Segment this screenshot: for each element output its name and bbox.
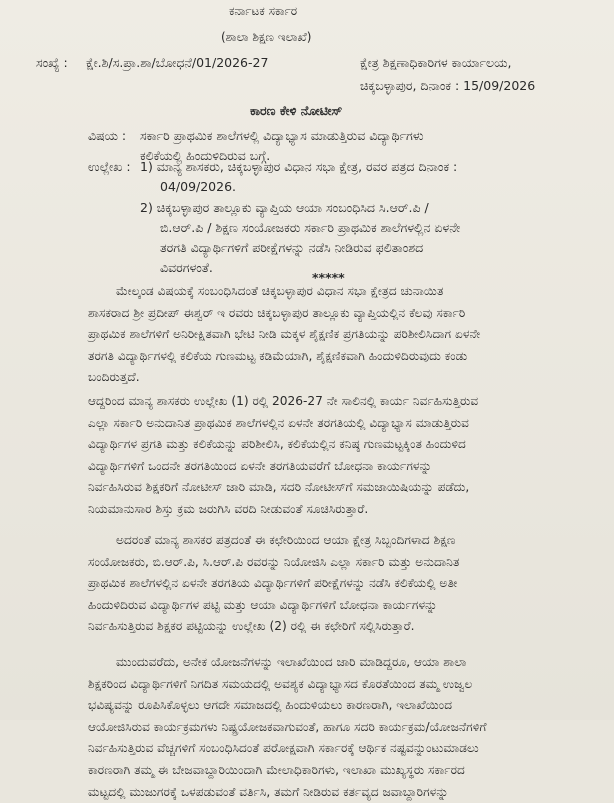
paragraph-4 — [88, 652, 588, 799]
reference-2-line-1: 2) ಚಿಕ್ಕಬಳ್ಳಾಪುರ ತಾಲ್ಲೂಕು ವ್ಯಾಪ್ತಿಯ ಆಯಾ ಸಂಬಂಧಿಸಿದ ಸಿ.ಆರ್.ಪಿ / — [140, 200, 429, 215]
subject-label: ವಿಷಯ : — [88, 128, 127, 143]
paragraph-line: ಶಿಕ್ಷಕರಿಂದ ವಿದ್ಯಾರ್ಥಿಗಳಿಗೆ ನಿಗದಿತ ಸಮಯದಲ್ಲಿ ಅವಶ್ಯಕ ವಿದ್ಯಾಭ್ಯಾಸದ ಕೊರತೆಯಿಂದ ತಮ್ಮ ಉಜ್ವಲ — [88, 676, 473, 691]
paragraph-line: ಶಾಸಕರಾದ ಶ್ರೀ ಪ್ರದೀಪ್ ಈಶ್ವರ್ ಇ ರವರು ಚಿಕ್ಕಬಳ್ಳಾಪುರ ತಾಲ್ಲೂಕು ವ್ಯಾಪ್ತಿಯಲ್ಲಿನ ಕೆಲವು ಸರ್ಕಾರಿ — [88, 305, 466, 320]
paragraph-line: ಮಟ್ಟದಲ್ಲಿ ಮುಜುಗರಕ್ಕೆ ಒಳಪಡುವಂತೆ ವರ್ತಿಸಿ, ತಮಗೆ ನೀಡಿರುವ ಕರ್ತವ್ಯದ ಜವಾಬ್ದಾರಿಗಳನ್ನು — [88, 784, 449, 799]
department-heading: (ಶಾಲಾ ಶಿಕ್ಷಣ ಇಲಾಖೆ) — [221, 30, 312, 44]
paragraph-line: ಮುಂದುವರೆದು, ಅನೇಕ ಯೋಜನೆಗಳನ್ನು ಇಲಾಖೆಯಿಂದ ಜಾರಿ ಮಾಡಿದ್ದರೂ, ಆಯಾ ಶಾಲಾ — [116, 655, 467, 669]
paragraph-line: ನಿರ್ವಹಿಸಿರುವ ಶಿಕ್ಷಕರಿಗೆ ನೋಟೀಸ್ ಜಾರಿ ಮಾಡಿ, ಸದರಿ ನೋಟೀಸ್‌ಗೆ ಸಮಜಾಯಿಷಿಯನ್ನು ಪಡೆದು, — [88, 480, 470, 495]
paragraph-line: ನಿಯಮಾನುಸಾರ ಶಿಸ್ತು ಕ್ರಮ ಜರುಗಿಸಿ ವರದಿ ನೀಡುವಂತೆ ಸೂಚಿಸಿರುತ್ತಾರೆ. — [88, 501, 369, 516]
reference-number: ಕ್ಷೇ.ಶಿ/ಸ.ಪ್ರಾ.ಶಾ/ಬೋಧನೆ/01/2026-27 — [86, 55, 269, 70]
paragraph-line: ಕಾರಣರಾಗಿ ತಮ್ಮ ಈ ಬೇಜವಾಬ್ದಾರಿಯಿಂದಾಗಿ ಮೇಲಾಧಿಕಾರಿಗಳು, ಇಲಾಖಾ ಮುಖ್ಯಸ್ಥರು ಸರ್ಕಾರದ — [88, 762, 465, 777]
reference-label: ಸಂಖ್ಯೆ : — [36, 55, 68, 70]
separator-stars: ***** — [312, 270, 345, 285]
paragraph-3 — [88, 530, 588, 638]
paragraph-line: ತರಗತಿ ವಿದ್ಯಾರ್ಥಿಗಳಲ್ಲಿ ಕಲಿಕೆಯ ಗುಣಮಟ್ಟ ಕಡಿಮೆಯಾಗಿ, ಶೈಕ್ಷಣಿಕವಾಗಿ ಹಿಂದುಳಿದಿರುವುದು ಕಂಡು — [88, 348, 468, 363]
paragraph-line: ಮೇಲ್ಕಂಡ ವಿಷಯಕ್ಕೆ ಸಂಬಂಧಿಸಿದಂತೆ ಚಿಕ್ಕಬಳ್ಳಾಪುರ ವಿಧಾನ ಸಭಾ ಕ್ಷೇತ್ರದ ಚುನಾಯಿತ — [116, 284, 444, 298]
paragraph-line: ಸಂಯೋಜಕರು, ಬಿ.ಆರ್.ಪಿ, ಸಿ.ಆರ್.ಪಿ ರವರನ್ನು ನಿಯೋಜಿಸಿ ಎಲ್ಲಾ ಸರ್ಕಾರಿ ಮತ್ತು ಅನುದಾನಿತ — [88, 554, 460, 569]
paragraph-1 — [88, 281, 588, 389]
reference-2-line-4: ವಿವರಗಳಂತೆ. — [160, 260, 213, 275]
paragraph-line: ಅದರಂತೆ ಮಾನ್ಯ ಶಾಸಕರ ಪತ್ರದಂತೆ ಈ ಕಛೇರಿಯಿಂದ ಆಯಾ ಕ್ಷೇತ್ರ ಸಿಬ್ಬಂದಿಗಳಾದ ಶಿಕ್ಷಣ — [116, 533, 456, 547]
notice-title: ಕಾರಣ ಕೇಳಿ ನೋಟೀಸ್ — [250, 103, 343, 118]
office-name: ಕ್ಷೇತ್ರ ಶಿಕ್ಷಣಾಧಿಕಾರಿಗಳ ಕಾರ್ಯಾಲಯ, — [360, 55, 512, 70]
paragraph-line: ಆಯೋಜಿಸಿರುವ ಕಾರ್ಯಕ್ರಮಗಳು ನಿಷ್ಪ್ರಯೋಜಕವಾಗುವಂತೆ, ಹಾಗೂ ಸದರಿ ಕಾರ್ಯಕ್ರಮ/ಯೋಜನೆಗಳಿಗೆ — [88, 719, 487, 734]
paragraph-line: ಪ್ರಾಥಮಿಕ ಶಾಲೆಗಳಿಗೆ ಅನಿರೀಕ್ಷಿತವಾಗಿ ಭೇಟಿ ನೀಡಿ ಮಕ್ಕಳ ಶೈಕ್ಷಣಿಕ ಪ್ರಗತಿಯನ್ನು ಪರಿಶೀಲಿಸಿದಾಗ ಏಳನೇ — [88, 327, 481, 342]
paragraph-line: ಆದ್ದರಿಂದ ಮಾನ್ಯ ಶಾಸಕರು ಉಲ್ಲೇಖ (1) ರಲ್ಲಿ 2026-27 ನೇ ಸಾಲಿನಲ್ಲಿ ಕಾರ್ಯ ನಿರ್ವಹಿಸುತ್ತಿರುವ — [88, 394, 479, 408]
subject-line-2: ಕಲಿಕೆಯಲ್ಲಿ ಹಿಂದುಳಿದಿರುವ ಬಗ್ಗೆ. — [140, 148, 271, 163]
paragraph-line: ನಿರ್ವಹಿಸುತ್ತಿರುವ ವೆಚ್ಚಗಳಿಗೆ ಸಂಬಂಧಿಸಿದಂತೆ ಪರೋಕ್ಷವಾಗಿ ಸರ್ಕಾರಕ್ಕೆ ಆರ್ಥಿಕ ನಷ್ಟವನ್ನುಂಟುಮಾಡಲು — [88, 741, 479, 756]
paragraph-2 — [88, 391, 588, 521]
paragraph-line: ವಿದ್ಯಾರ್ಥಿಗಳ ಪ್ರಗತಿ ಮತ್ತು ಕಲಿಕೆಯನ್ನು ಪರಿಶೀಲಿಸಿ, ಕಲಿಕೆಯಲ್ಲಿನ ಕನಿಷ್ಠ ಗುಣಮಟ್ಟಕ್ಕಿಂತ ಹಿಂದುಳಿದ — [88, 437, 466, 452]
references-label: ಉಲ್ಲೇಖ : — [88, 159, 131, 174]
paragraph-line: ಭವಿಷ್ಯವನ್ನು ರೂಪಿಸಿಕೊಳ್ಳಲು ಆಗದೇ ಸಮಾಜದಲ್ಲಿ ಹಿಂದುಳಿಯಲು ಕಾರಣರಾಗಿ, ಇಲಾಖೆಯಿಂದ — [88, 698, 453, 713]
paragraph-line: ಪ್ರಾಥಮಿಕ ಶಾಲೆಗಳಲ್ಲಿನ ಏಳನೇ ತರಗತಿಯ ವಿದ್ಯಾರ್ಥಿಗಳಿಗೆ ಪರೀಕ್ಷೆಗಳನ್ನು ನಡೆಸಿ ಕಲಿಕೆಯಲ್ಲಿ ಅತೀ — [88, 576, 458, 591]
paragraph-line: ವಿದ್ಯಾರ್ಥಿಗಳಿಗೆ ಒಂದನೇ ತರಗತಿಯಿಂದ ಏಳನೇ ತರಗತಿಯವರೆಗೆ ಬೋಧನಾ ಕಾರ್ಯಗಳನ್ನು — [88, 458, 432, 473]
reference-1-line-1: 1) ಮಾನ್ಯ ಶಾಸಕರು, ಚಿಕ್ಕಬಳ್ಳಾಪುರ ವಿಧಾನ ಸಭಾ ಕ್ಷೇತ್ರ, ರವರ ಪತ್ರದ ದಿನಾಂಕ : — [140, 159, 458, 174]
paragraph-line: ಹಿಂದುಳಿದಿರುವ ವಿದ್ಯಾರ್ಥಿಗಳ ಪಟ್ಟಿ ಮತ್ತು ಆಯಾ ವಿದ್ಯಾರ್ಥಿಗಳಿಗೆ ಬೋಧನಾ ಕಾರ್ಯಗಳನ್ನು — [88, 597, 438, 612]
government-heading: ಕರ್ನಾಟಕ ಸರ್ಕಾರ — [229, 4, 298, 18]
paragraph-line: ಎಲ್ಲಾ ಸರ್ಕಾರಿ ಅನುದಾನಿತ ಪ್ರಾಥಮಿಕ ಶಾಲೆಗಳಲ್ಲಿನ ಏಳನೇ ತರಗತಿಯಲ್ಲಿ ವಿದ್ಯಾಭ್ಯಾಸ ಮಾಡುತ್ತಿರುವ — [88, 415, 469, 430]
paragraph-line: ಬಂದಿರುತ್ತದೆ. — [88, 370, 140, 385]
reference-2-line-3: ತರಗತಿ ವಿದ್ಯಾರ್ಥಿಗಳಿಗೆ ಪರೀಕ್ಷೆಗಳನ್ನು ನಡೆಸಿ ನೀಡಿರುವ ಫಲಿತಾಂಶದ — [160, 240, 424, 255]
paragraph-line: ನಿರ್ವಹಿಸುತ್ತಿರುವ ಶಿಕ್ಷಕರ ಪಟ್ಟಿಯನ್ನು ಉಲ್ಲೇಖ (2) ರಲ್ಲಿ ಈ ಕಛೇರಿಗೆ ಸಲ್ಲಿಸಿರುತ್ತಾರೆ. — [88, 619, 415, 634]
place-and-date: ಚಿಕ್ಕಬಳ್ಳಾಪುರ, ದಿನಾಂಕ : 15/09/2026 — [360, 78, 536, 93]
subject-line-1: ಸರ್ಕಾರಿ ಪ್ರಾಥಮಿಕ ಶಾಲೆಗಳಲ್ಲಿ ವಿದ್ಯಾಭ್ಯಾಸ ಮಾಡುತ್ತಿರುವ ವಿದ್ಯಾರ್ಥಿಗಳು — [140, 128, 424, 143]
reference-1-line-2: 04/09/2026. — [160, 179, 237, 194]
reference-2-line-2: ಬಿ.ಆರ್.ಪಿ / ಶಿಕ್ಷಣ ಸಂಯೋಜಕರು ಸರ್ಕಾರಿ ಪ್ರಾಥಮಿಕ ಶಾಲೆಗಳಲ್ಲಿನ ಏಳನೇ — [160, 220, 461, 235]
